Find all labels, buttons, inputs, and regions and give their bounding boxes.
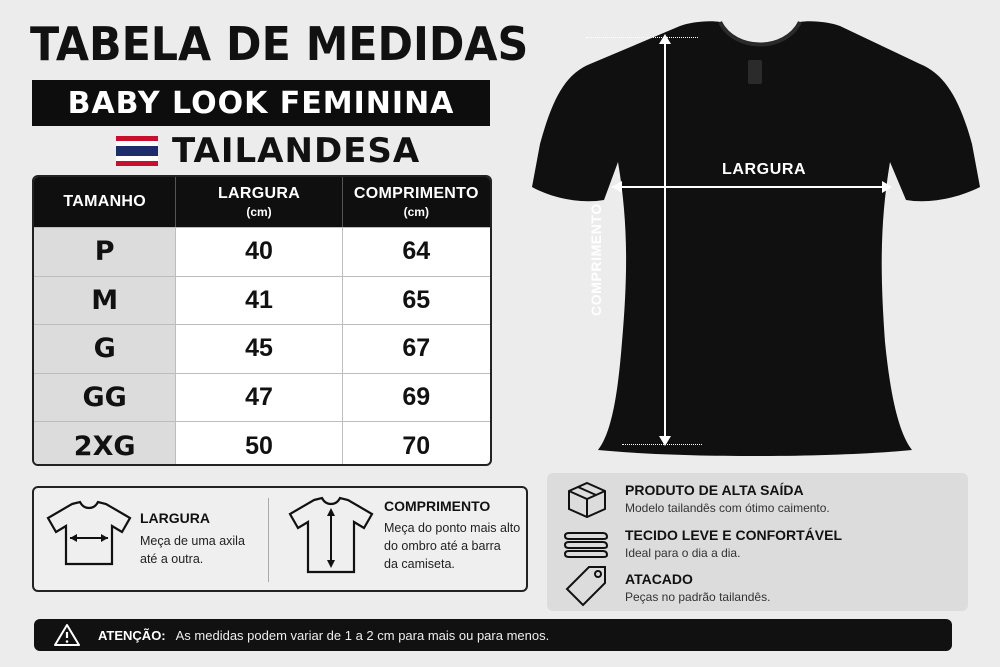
origin-row — [116, 130, 420, 172]
length-label: COMPRIMENTO — [588, 203, 604, 316]
size-cell: M — [34, 277, 175, 325]
header-label: COMPRIMENTO — [353, 185, 479, 202]
subtitle-text: BABY LOOK FEMININA — [67, 85, 455, 121]
table-header — [34, 177, 490, 227]
measure-width-text-1: Meça de uma axila — [140, 534, 245, 548]
bottom-guide — [622, 444, 702, 445]
page-title: TABELA DE MEDIDAS — [30, 17, 529, 71]
size-cell: GG — [34, 374, 175, 422]
warning-icon — [54, 623, 80, 647]
size-cell: 2XG — [34, 422, 175, 466]
box-icon — [565, 479, 609, 519]
header-unit: (cm) — [246, 205, 272, 219]
size-cell: G — [34, 325, 175, 373]
arrow-left-icon — [612, 181, 622, 193]
feature-item — [625, 571, 770, 604]
comprimento-cell: 65 — [342, 277, 490, 325]
tshirt-length-icon — [286, 496, 376, 576]
measure-length-text-1: Meça do ponto mais alto — [384, 521, 521, 535]
size-cell: P — [34, 228, 175, 276]
attention-text: As medidas podem variar de 1 a 2 cm para mais ou para menos. — [175, 627, 550, 643]
feature-item — [625, 482, 830, 515]
attention-label: ATENÇÃO: — [98, 627, 166, 643]
header-largura — [175, 177, 341, 227]
comprimento-cell: 67 — [342, 325, 490, 373]
fabric-stack-icon — [563, 523, 609, 563]
table-row — [34, 227, 490, 276]
feature-title: PRODUTO DE ALTA SAÍDA — [625, 482, 804, 498]
table-row — [34, 324, 490, 373]
header-comprimento — [342, 177, 490, 227]
width-label: LARGURA — [722, 161, 807, 178]
attention-bar — [34, 619, 952, 651]
feature-text: Modelo tailandês com ótimo caimento. — [625, 501, 830, 515]
header-label: TAMANHO — [63, 193, 147, 210]
how-to-measure-box — [32, 486, 528, 592]
measure-length-text-3: da camiseta. — [384, 557, 455, 571]
measure-length-text-2: do ombro até a barra — [384, 539, 501, 553]
table-row — [34, 276, 490, 325]
arrow-right-icon — [882, 181, 892, 193]
feature-text: Peças no padrão tailandês. — [625, 590, 771, 604]
largura-cell: 50 — [175, 422, 341, 466]
comprimento-cell: 64 — [342, 228, 490, 276]
size-table — [32, 175, 492, 466]
measure-width-text-2: até a outra. — [140, 552, 204, 566]
price-tag-icon — [565, 563, 609, 607]
brand-tag — [748, 60, 762, 84]
header-tamanho — [34, 177, 175, 227]
feature-title: ATACADO — [625, 571, 693, 587]
tshirt-width-icon — [44, 500, 134, 568]
subtitle-banner — [32, 80, 490, 126]
feature-item — [625, 527, 842, 560]
tshirt-diagram — [520, 12, 990, 462]
largura-cell: 47 — [175, 374, 341, 422]
arrow-up-icon — [659, 34, 671, 44]
header-unit: (cm) — [403, 205, 429, 219]
origin-text: TAILANDESA — [172, 131, 421, 171]
length-arrow — [664, 38, 666, 442]
measure-length-title: COMPRIMENTO — [384, 498, 491, 514]
divider — [268, 498, 269, 582]
comprimento-cell: 70 — [342, 422, 490, 466]
table-row — [34, 373, 490, 422]
features-box — [547, 473, 968, 611]
feature-text: Ideal para o dia a dia. — [625, 546, 741, 560]
top-guide — [586, 37, 698, 38]
width-arrow — [612, 186, 890, 188]
largura-cell: 41 — [175, 277, 341, 325]
table-row — [34, 421, 490, 466]
measure-width-title: LARGURA — [140, 510, 210, 526]
largura-cell: 45 — [175, 325, 341, 373]
largura-cell: 40 — [175, 228, 341, 276]
thailand-flag-icon — [116, 136, 158, 166]
comprimento-cell: 69 — [342, 374, 490, 422]
feature-title: TECIDO LEVE E CONFORTÁVEL — [625, 527, 843, 543]
header-label: LARGURA — [217, 185, 301, 202]
